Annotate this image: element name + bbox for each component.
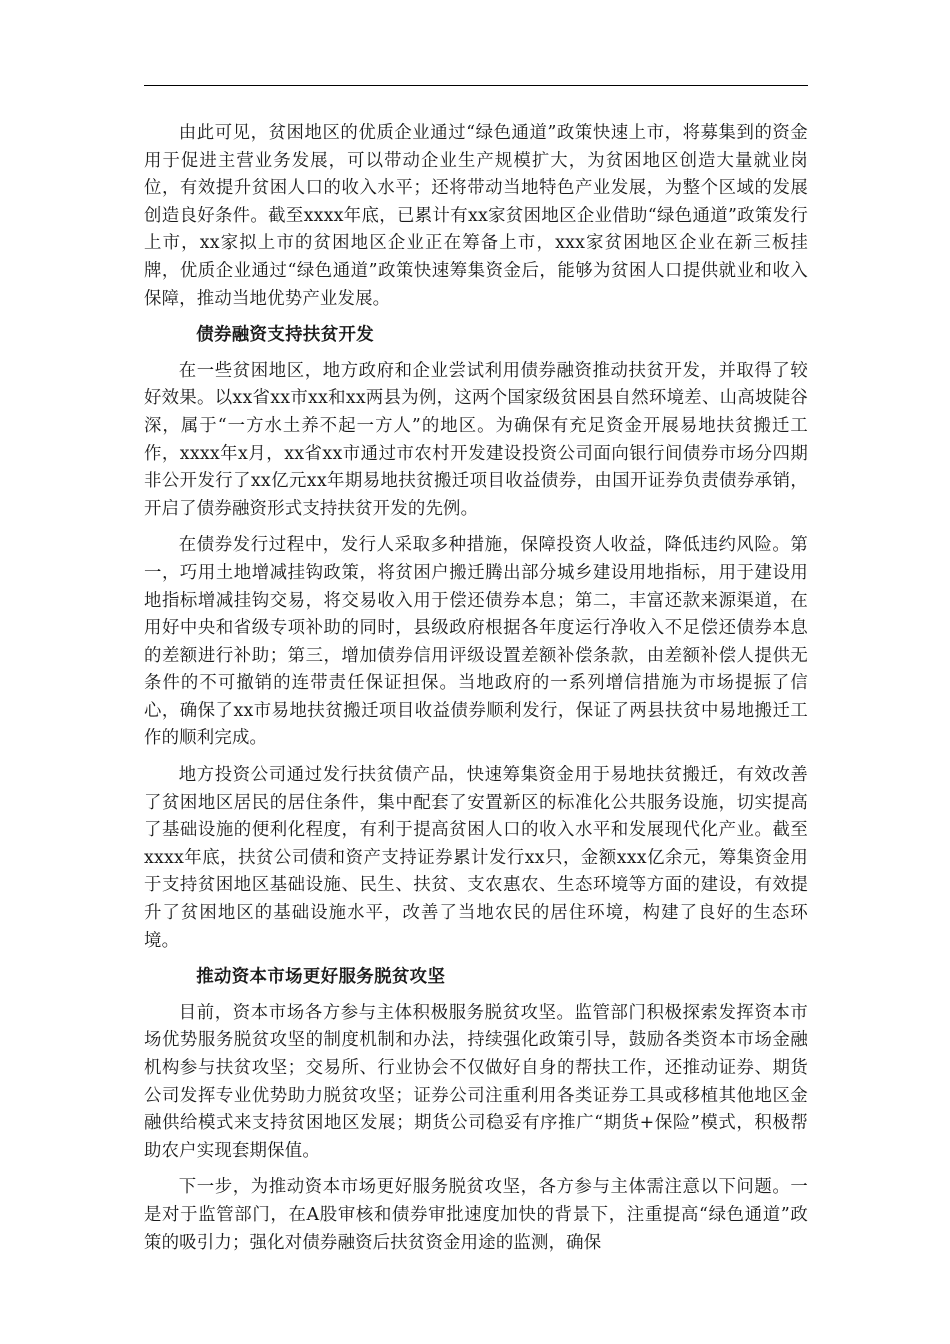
paragraph-bond-outcomes: 地方投资公司通过发行扶贫债产品，快速筹集资金用于易地扶贫搬迁，有效改善了贫困地区居民的居住条件，集中配套了安置新区的标准化公共服务设施，切实提高了基础设施的便利化程度，有利于提高贫困人口的收入水平和发展现代化产业。截至xxxx年底，扶贫公司债和资产支持证券累计发行xx只，金额xxx亿余元，筹集资金用于支持贫困地区基础设施、民生、扶贫、支农惠农、生态环境等方面的建设，有效提升了贫困地区的基础设施水平，改善了当地农民的居住环境，构建了良好的生态环境。 [144, 765, 808, 951]
section-heading-capital-market: 推动资本市场更好服务脱贫攻坚 [196, 967, 446, 988]
paragraph-next-steps: 下一步，为推动资本市场更好服务脱贫攻坚，各方参与主体需注意以下问题。一是对于监管部门，在A股审核和债券审批速度加快的背景下，注重提高“绿色通道”政策的吸引力；强化对债券融资后扶贫资金用途的监测，确保 [144, 1177, 808, 1253]
header-rule [144, 85, 808, 86]
paragraph-current-status: 目前，资本市场各方参与主体积极服务脱贫攻坚。监管部门积极探索发挥资本市场优势服务脱贫攻坚的制度机制和办法，持续强化政策引导，鼓励各类资本市场金融机构参与扶贫攻坚；交易所、行业协会不仅做好自身的帮扶工作，还推动证券、期货公司发挥专业优势助力脱贫攻坚；证券公司注重利用各类证券工具或移植其他地区金融供给模式来支持贫困地区发展；期货公司稳妥有序推广“期货+保险”模式，积极帮助农户实现套期保值。 [144, 1002, 808, 1161]
paragraph-bond-case: 在一些贫困地区，地方政府和企业尝试利用债券融资推动扶贫开发，并取得了较好效果。以xx省xx市xx和xx两县为例，这两个国家级贫困县自然环境差、山高坡陡谷深，属于“一方水土养不起一方人”的地区。为确保有充足资金开展易地扶贫搬迁工作，xxxx年x月，xx省xx市通过市农村开发建设投资公司面向银行间债券市场分四期非公开发行了xx亿元xx年期易地扶贫搬迁项目收益债券，由国开证券负责债券承销，开启了债券融资形式支持扶贫开发的先例。 [144, 360, 808, 519]
paragraph-bond-measures: 在债券发行过程中，发行人采取多种措施，保障投资人收益，降低违约风险。第一，巧用土地增减挂钩政策，将贫困户搬迁腾出部分城乡建设用地指标，用于建设用地指标增减挂钩交易，将交易收入用于偿还债券本息；第二，丰富还款来源渠道，在用好中央和省级专项补助的同时，县级政府根据各年度运行净收入不足偿还债券本息的差额进行补助；第三，增加债券信用评级设置差额补偿条款，由差额补偿人提供无条件的不可撤销的连带责任保证担保。当地政府的一系列增信措施为市场提振了信心，确保了xx市易地扶贫搬迁项目收益债券顺利发行，保证了两县扶贫中易地搬迁工作的顺利完成。 [144, 535, 808, 749]
document-body [144, 120, 808, 1266]
paragraph-green-channel-summary: 由此可见，贫困地区的优质企业通过“绿色通道”政策快速上市，将募集到的资金用于促进主营业务发展，可以带动企业生产规模扩大，为贫困地区创造大量就业岗位，有效提升贫困人口的收入水平；还将带动当地特色产业发展，为整个区域的发展创造良好条件。截至xxxx年底，已累计有xx家贫困地区企业借助“绿色通道”政策发行上市，xx家拟上市的贫困地区企业正在筹备上市，xxx家贫困地区企业在新三板挂牌，优质企业通过“绿色通道”政策快速筹集资金后，能够为贫困人口提供就业和收入保障，推动当地优势产业发展。 [144, 123, 808, 309]
section-heading-bond-financing: 债券融资支持扶贫开发 [196, 325, 375, 346]
